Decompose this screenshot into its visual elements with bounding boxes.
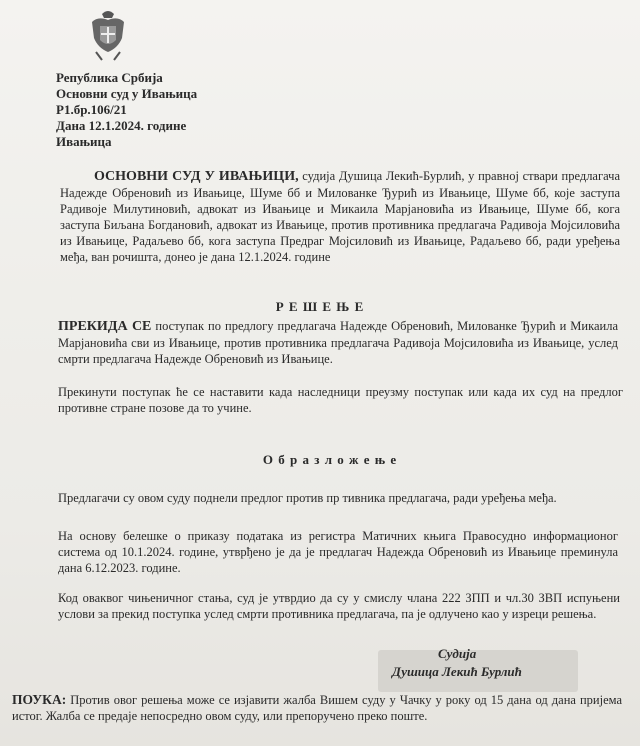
serbian-coat-of-arms-icon [88, 8, 128, 66]
reasoning-paragraph-3: Код оваквог чињеничног стања, суд је утврдио да су у смислу члана 222 ЗПП и чл.30 ЗВП испуњени услови за прекид поступка услед смрти противника предлагача, па је одлучено као у изреци решења. [58, 591, 620, 621]
instruction-text: Против овог решења може се изјавити жалба Вишем суду у Чачку у року од 15 дана од дана пријема истог. Жалба се предаје непосредно овом суду, или препоручено преко поште. [12, 693, 622, 723]
header-date: Дана 12.1.2024. године [56, 118, 187, 133]
decision-title: Р Е Ш Е Њ Е [275, 299, 365, 314]
reasoning-paragraph-2: На основу белешке о приказу података из регистра Матичних књига Правосудно информационог система од 10.1.2024. године, утврђено је да је предлагач Надежда Обреновић из Ивањице преминула дана 6.12.2023. године. [58, 529, 618, 575]
decision-text: поступак по предлогу предлагача Надежде Обреновић, Милованке Ђурић и Микаила Марјановића сви из Ивањице, против противника предлагача Радивоја Мојсиловића из Ивањице, услед смрти предлагача Надежде Обреновић из Ивањице. [58, 319, 618, 366]
reasoning-paragraph-1: Предлагачи су овом суду поднели предлог против пр тивника предлагача, ради уређења међа. [58, 491, 557, 505]
intro-text: судија Душица Лекић-Бурлић, у правној ствари предлагача Надежде Обреновић из Ивањице, Шуме бб и Милованке Ђурић из Ивањице, Шуме бб, које заступа Радивоје Милутиновић, адвокат из Ивањице и Микаила Марјановића из Ивањице, Шуме бб, кога заступа Биљана Богдановић, адвокат из Ивањице, против противника предлагача Радивоја Мојсиловића из Ивањице, Радаљево бб, кога заступа Предраг Мојсиловић из Ивањице, Радаљево бб, ради уређења међа, ван рочишта, донео је дана 12.1.2024. године [60, 169, 620, 264]
decision-paragraph [58, 318, 618, 367]
instruction-paragraph [12, 692, 622, 724]
header-city: Ивањица [56, 134, 112, 149]
continue-paragraph: Прекинути поступак ће се наставити када наследници преузму поступак или када их суд на предлог противне стране позове да то учине. [58, 385, 623, 415]
reasoning-title: О б р а з л о ж е њ е [262, 452, 398, 467]
signature-title: Судија [438, 646, 477, 661]
decision-keyword: ПРЕКИДА СЕ [58, 319, 152, 334]
intro-paragraph [60, 168, 620, 265]
signature-name: Душица Лекић Бурлић [392, 664, 522, 679]
instruction-keyword: ПОУКА: [12, 692, 67, 707]
header-court: Основни суд у Ивањица [56, 86, 198, 101]
header-state: Република Србија [56, 70, 163, 85]
header-case-number: Р1.бр.106/21 [56, 102, 127, 117]
court-name: ОСНОВНИ СУД У ИВАЊИЦИ, [94, 169, 299, 184]
